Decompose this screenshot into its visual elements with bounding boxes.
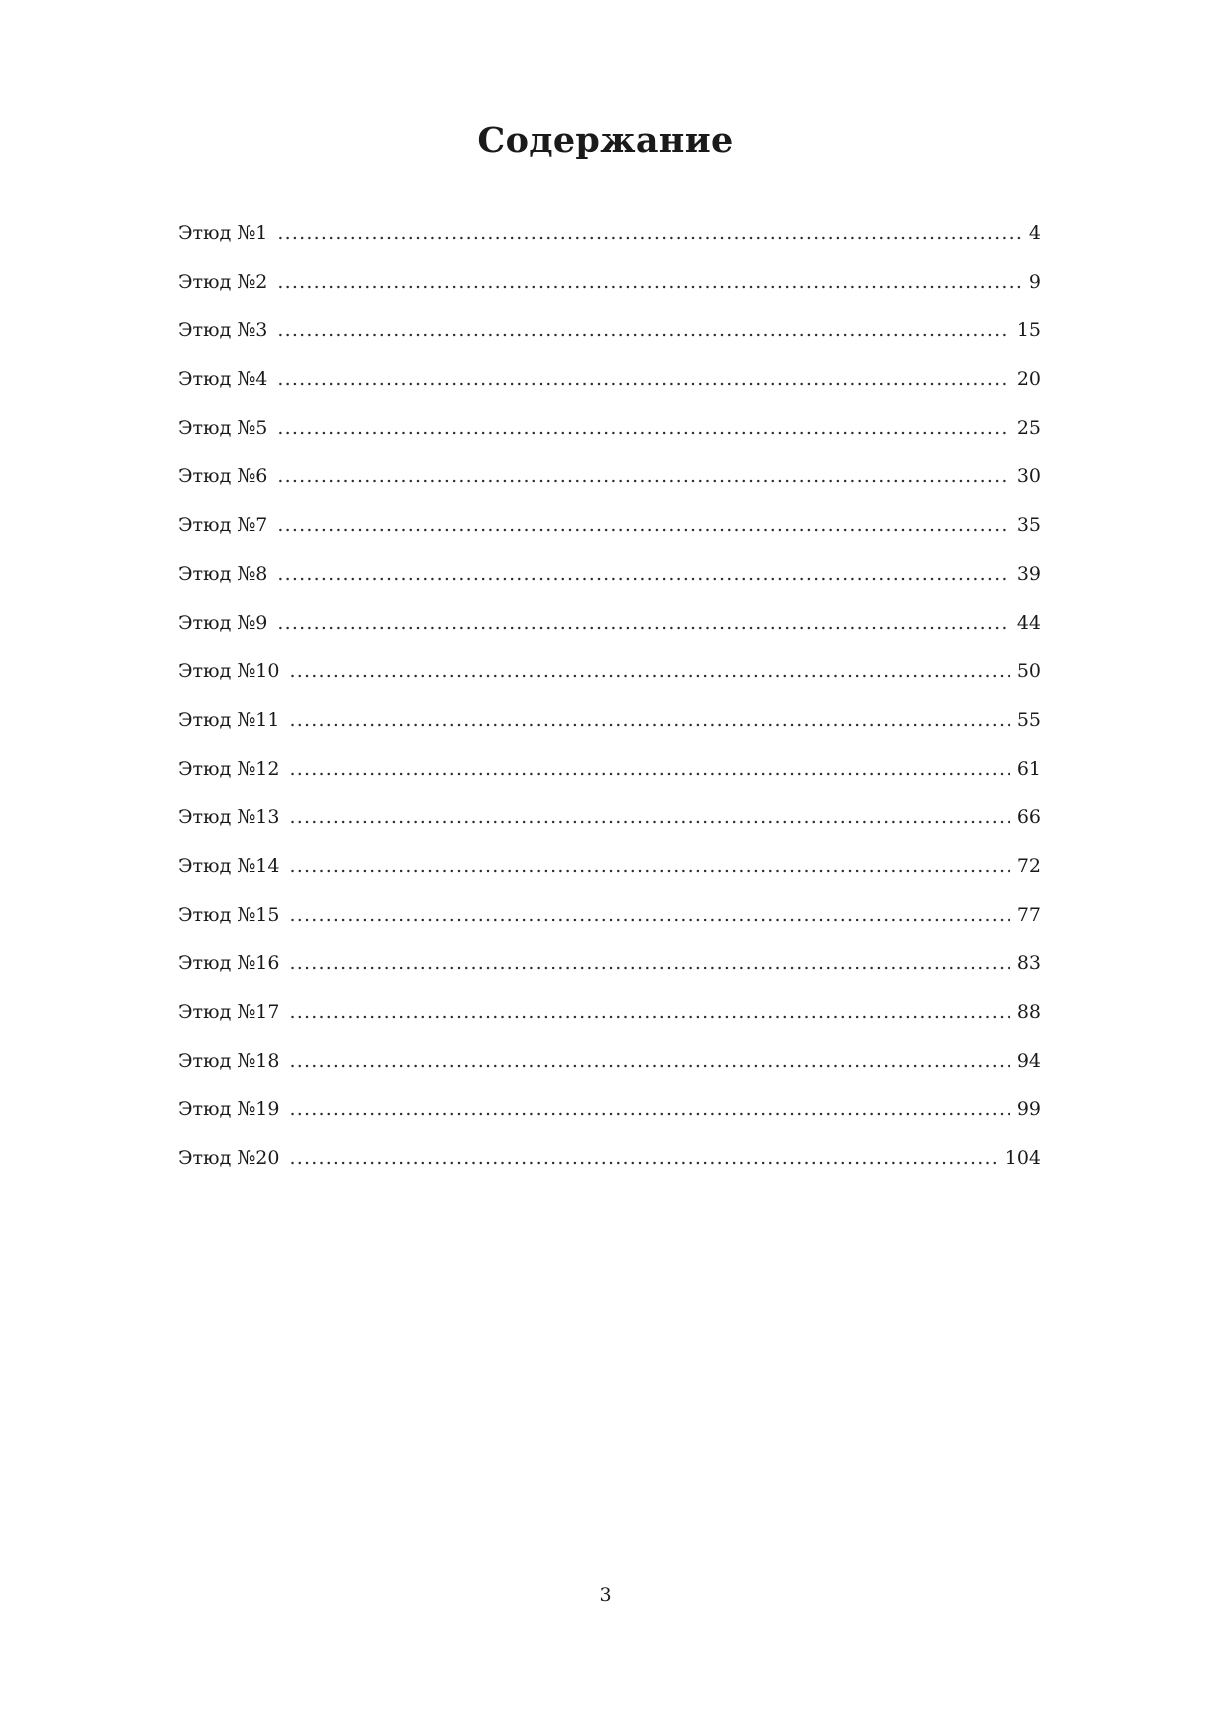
toc-dot-leader [277, 267, 1022, 297]
toc-entry[interactable] [178, 851, 1041, 900]
toc-entry-label: Этюд №10 [178, 660, 280, 683]
toc-entry[interactable] [178, 802, 1041, 851]
toc-dot-leader [290, 948, 1010, 978]
toc-dot-leader [277, 315, 1009, 345]
toc-entry-page: 44 [1016, 611, 1041, 634]
toc-entry[interactable] [178, 364, 1041, 413]
toc-entry-page: 20 [1016, 368, 1041, 391]
toc-dot-leader [290, 656, 1010, 686]
toc-entry-page: 104 [1004, 1147, 1041, 1170]
toc-dot-leader [290, 997, 1010, 1027]
toc-entry-label: Этюд №18 [178, 1049, 280, 1072]
toc-dot-leader [290, 851, 1010, 881]
toc-entry[interactable] [178, 218, 1041, 267]
toc-entry-page: 9 [1028, 270, 1041, 293]
table-of-contents [178, 218, 1041, 1192]
toc-entry-label: Этюд №16 [178, 952, 280, 975]
toc-entry-label: Этюд №8 [178, 562, 268, 585]
toc-dot-leader [277, 510, 1009, 540]
toc-entry-label: Этюд №6 [178, 465, 268, 488]
toc-entry-page: 99 [1016, 1098, 1041, 1121]
toc-entry-label: Этюд №11 [178, 708, 280, 731]
toc-entry-page: 66 [1016, 806, 1041, 829]
toc-entry-page: 94 [1016, 1049, 1041, 1072]
toc-entry[interactable] [178, 413, 1041, 462]
toc-dot-leader [277, 413, 1009, 443]
toc-entry-page: 72 [1016, 854, 1041, 877]
toc-entry-label: Этюд №14 [178, 854, 280, 877]
toc-entry-page: 55 [1016, 708, 1041, 731]
toc-entry-page: 50 [1016, 660, 1041, 683]
toc-entry-page: 88 [1016, 1001, 1041, 1023]
toc-entry[interactable] [178, 656, 1041, 705]
toc-dot-leader [290, 754, 1010, 784]
toc-entry[interactable] [178, 754, 1041, 803]
toc-entry-label: Этюд №13 [178, 806, 280, 829]
toc-entry[interactable] [178, 315, 1041, 364]
toc-entry-page: 83 [1016, 952, 1041, 975]
toc-dot-leader [277, 364, 1009, 394]
toc-entry-label: Этюд №17 [178, 1001, 280, 1023]
toc-dot-leader [290, 1094, 1010, 1124]
toc-entry-label: Этюд №1 [178, 222, 268, 244]
toc-entry[interactable] [178, 608, 1041, 657]
toc-dot-leader [290, 900, 1010, 930]
toc-entry-page: 25 [1016, 416, 1041, 439]
toc-entry-page: 77 [1016, 903, 1041, 926]
toc-entry-page: 30 [1016, 465, 1041, 488]
toc-entry[interactable] [178, 1094, 1041, 1143]
toc-dot-leader [290, 705, 1010, 735]
toc-entry[interactable] [178, 1143, 1041, 1192]
toc-entry[interactable] [178, 267, 1041, 316]
toc-entry-page: 61 [1016, 757, 1041, 780]
toc-entry[interactable] [178, 559, 1041, 608]
toc-entry-page: 15 [1016, 319, 1041, 342]
page-number: 3 [599, 1584, 612, 1606]
toc-dot-leader [290, 1143, 998, 1173]
toc-entry-label: Этюд №19 [178, 1098, 280, 1121]
toc-entry[interactable] [178, 461, 1041, 510]
toc-entry-label: Этюд №5 [178, 416, 268, 439]
toc-entry-label: Этюд №20 [178, 1147, 280, 1170]
toc-entry-page: 39 [1016, 562, 1041, 585]
page-title: Содержание [477, 120, 734, 161]
toc-entry[interactable] [178, 510, 1041, 559]
toc-entry-label: Этюд №3 [178, 319, 268, 342]
toc-dot-leader [290, 802, 1010, 832]
toc-entry-label: Этюд №15 [178, 903, 280, 926]
toc-dot-leader [277, 461, 1009, 491]
toc-entry[interactable] [178, 900, 1041, 949]
toc-entry-label: Этюд №4 [178, 368, 268, 391]
toc-entry-label: Этюд №2 [178, 270, 268, 293]
toc-dot-leader [290, 1046, 1010, 1076]
toc-entry[interactable] [178, 1046, 1041, 1095]
toc-entry[interactable] [178, 948, 1041, 997]
toc-entry-page: 35 [1016, 514, 1041, 537]
toc-entry-label: Этюд №9 [178, 611, 268, 634]
toc-dot-leader [277, 608, 1009, 638]
toc-dot-leader [277, 559, 1009, 589]
toc-entry[interactable] [178, 705, 1041, 754]
toc-entry[interactable] [178, 997, 1041, 1046]
toc-entry-page: 4 [1028, 222, 1041, 244]
toc-entry-label: Этюд №12 [178, 757, 280, 780]
toc-entry-label: Этюд №7 [178, 514, 268, 537]
toc-dot-leader [277, 218, 1022, 248]
